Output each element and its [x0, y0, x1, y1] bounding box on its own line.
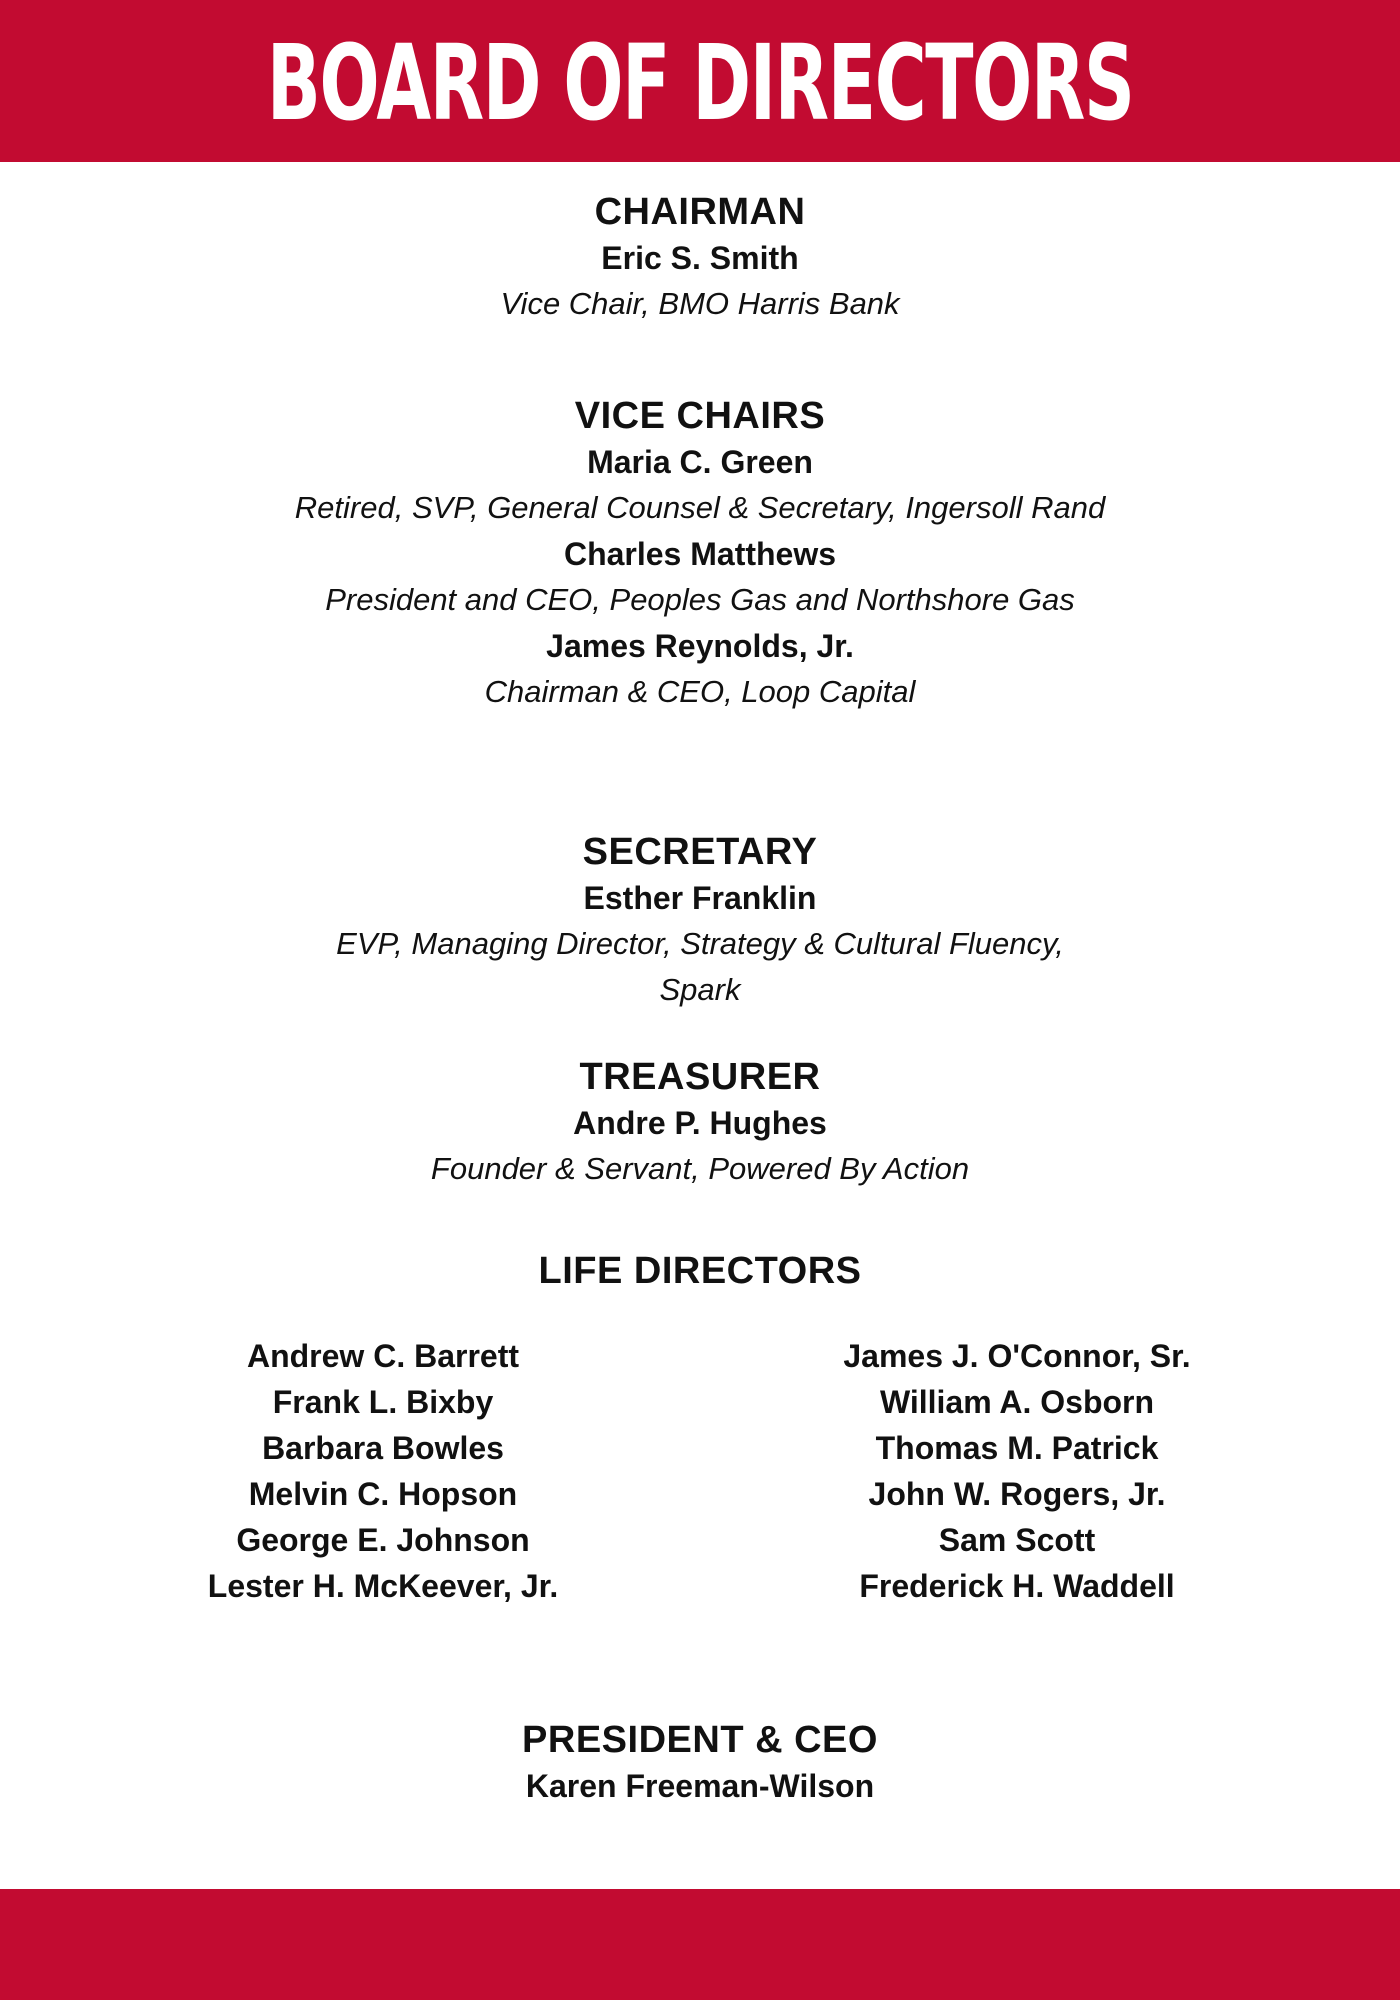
- secretary-heading: SECRETARY: [582, 831, 818, 873]
- treasurer-heading: TREASURER: [579, 1056, 821, 1098]
- secretary-role-line2: Spark: [659, 972, 741, 1007]
- life-directors-left-column: [63, 1333, 703, 1609]
- treasurer-name: Andre P. Hughes: [573, 1105, 827, 1141]
- president-section: [0, 1717, 1400, 1809]
- life-director-name: Frank L. Bixby: [272, 1384, 494, 1420]
- footer-band: [0, 1889, 1400, 2000]
- life-director-name: Thomas M. Patrick: [875, 1430, 1159, 1466]
- vice-chair-role: Retired, SVP, General Counsel & Secretary, Ingersoll Rand: [294, 490, 1106, 525]
- life-directors-section: [0, 1248, 1400, 1294]
- vice-chair-name: Maria C. Green: [587, 444, 813, 480]
- vice-chair-role: Chairman & CEO, Loop Capital: [484, 674, 916, 709]
- vice-chair-role: President and CEO, Peoples Gas and Northshore Gas: [325, 582, 1075, 617]
- chairman-name: Eric S. Smith: [601, 240, 799, 276]
- treasurer-role: Founder & Servant, Powered By Action: [430, 1151, 970, 1186]
- secretary-section: [0, 829, 1400, 1013]
- president-heading: PRESIDENT & CEO: [522, 1719, 878, 1761]
- chairman-role: Vice Chair, BMO Harris Bank: [500, 286, 900, 321]
- life-director-name: Frederick H. Waddell: [859, 1568, 1175, 1604]
- vice-chairs-heading: VICE CHAIRS: [574, 395, 826, 437]
- treasurer-section: [0, 1054, 1400, 1192]
- vice-chair-name: James Reynolds, Jr.: [546, 628, 854, 664]
- vice-chairs-section: [0, 393, 1400, 715]
- chairman-section: [0, 189, 1400, 327]
- vice-chair-name: Charles Matthews: [563, 536, 837, 572]
- life-director-name: Sam Scott: [938, 1522, 1096, 1558]
- president-name: Karen Freeman-Wilson: [525, 1768, 875, 1804]
- chairman-heading: CHAIRMAN: [594, 191, 806, 233]
- life-director-name: James J. O'Connor, Sr.: [843, 1338, 1191, 1374]
- life-directors-heading: LIFE DIRECTORS: [538, 1250, 862, 1292]
- life-director-name: William A. Osborn: [879, 1384, 1155, 1420]
- life-director-name: Andrew C. Barrett: [246, 1338, 520, 1374]
- life-director-name: Melvin C. Hopson: [248, 1476, 518, 1512]
- life-director-name: Lester H. McKeever, Jr.: [207, 1568, 559, 1604]
- secretary-role-line1: EVP, Managing Director, Strategy & Cultural Fluency,: [336, 926, 1064, 961]
- secretary-name: Esther Franklin: [583, 880, 817, 916]
- life-director-name: John W. Rogers, Jr.: [868, 1476, 1166, 1512]
- page-title: BOARD OF DIRECTORS: [266, 22, 1134, 144]
- life-director-name: Barbara Bowles: [262, 1430, 504, 1466]
- title-banner: [0, 0, 1400, 162]
- life-director-name: George E. Johnson: [236, 1522, 530, 1558]
- life-directors-right-column: [697, 1333, 1337, 1609]
